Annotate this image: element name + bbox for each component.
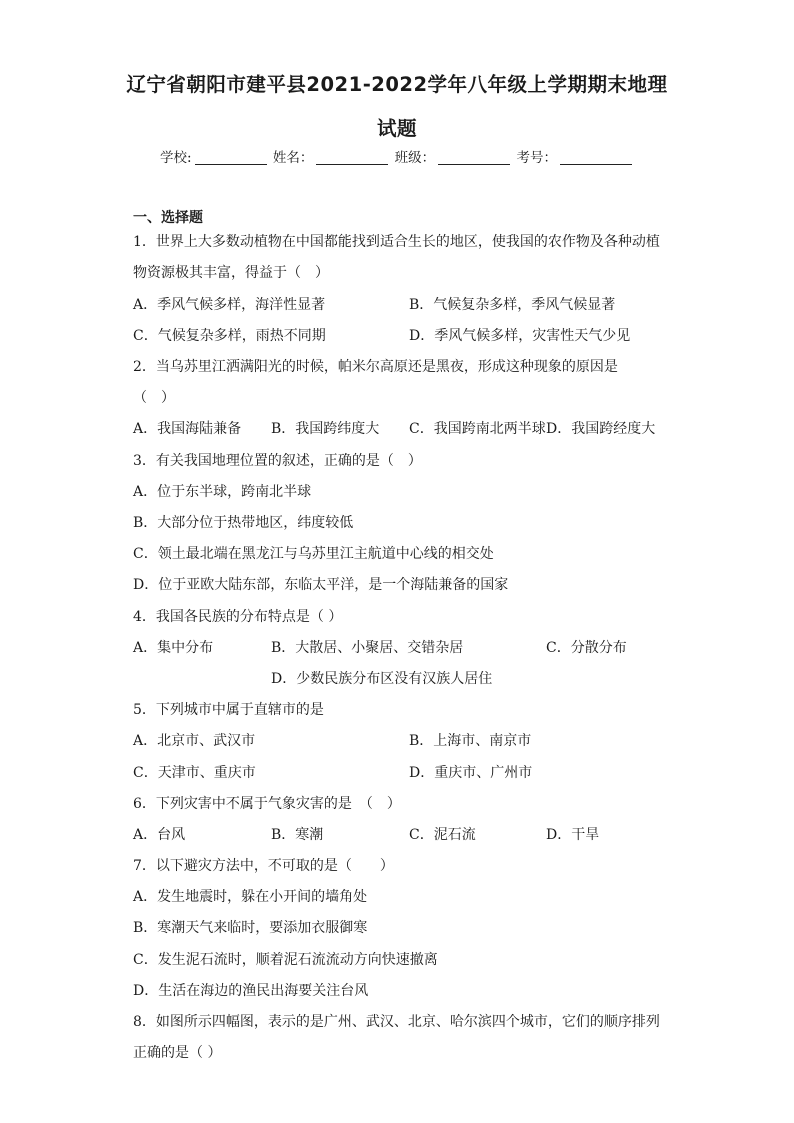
q4-option-b[interactable]: B．大散居、小聚居、交错杂居	[271, 640, 464, 656]
q6-option-a[interactable]: A．台风	[133, 827, 186, 843]
q5-option-c[interactable]: C．天津市、重庆市	[133, 765, 256, 781]
school-label: 学校:	[160, 150, 192, 166]
q3-option-c[interactable]: C．领土最北端在黑龙江与乌苏里江主航道中心线的相交处	[133, 546, 494, 562]
q4-option-c[interactable]: C．分散分布	[546, 640, 627, 656]
q1-option-c[interactable]: C．气候复杂多样，雨热不同期	[133, 328, 326, 344]
page-title: 辽宁省朝阳市建平县2021-2022学年八年级上学期期末地理	[126, 73, 668, 96]
q7-option-d[interactable]: D．生活在海边的渔民出海要关注台风	[133, 983, 369, 999]
q7-option-b[interactable]: B．寒潮天气来临时，要添加衣服御寒	[133, 920, 368, 936]
class-label: 班级：	[394, 150, 436, 166]
q2-option-b[interactable]: B．我国跨纬度大	[271, 421, 380, 437]
q7-option-c[interactable]: C．发生泥石流时，顺着泥石流流动方向快速撤离	[133, 952, 438, 968]
q4-option-d[interactable]: D．少数民族分布区没有汉族人居住	[271, 671, 493, 687]
q6-option-d[interactable]: D．干旱	[546, 827, 600, 843]
q5-option-a[interactable]: A．北京市、武汉市	[133, 733, 256, 749]
question-2-line-2: （ ）	[133, 390, 175, 406]
name-blank[interactable]	[316, 150, 388, 165]
q3-option-d[interactable]: D．位于亚欧大陆东部，东临太平洋，是一个海陆兼备的国家	[133, 577, 509, 593]
q1-option-a[interactable]: A．季风气候多样，海洋性显著	[133, 297, 326, 313]
q6-option-b[interactable]: B．寒潮	[271, 827, 324, 843]
question-6-line-1: 6．下列灾害中不属于气象灾害的是 （ ）	[133, 796, 401, 812]
q2-option-a[interactable]: A．我国海陆兼备	[133, 421, 242, 437]
q1-option-d[interactable]: D．季风气候多样，灾害性天气少见	[409, 328, 631, 344]
question-1-line-2: 物资源极其丰富，得益于（ ）	[133, 265, 329, 281]
exam-number-blank[interactable]	[560, 150, 632, 165]
question-8-line-1: 8．如图所示四幅图，表示的是广州、武汉、北京、哈尔滨四个城市，它们的顺序排列	[133, 1014, 660, 1030]
q2-option-d[interactable]: D．我国跨经度大	[546, 421, 656, 437]
q5-option-d[interactable]: D．重庆市、广州市	[409, 765, 533, 781]
q3-option-b[interactable]: B．大部分位于热带地区，纬度较低	[133, 515, 354, 531]
school-blank[interactable]	[195, 150, 267, 165]
q6-option-c[interactable]: C．泥石流	[409, 827, 476, 843]
question-3-line-1: 3．有关我国地理位置的叙述，正确的是（ ）	[133, 453, 422, 469]
q3-option-a[interactable]: A．位于东半球，跨南北半球	[133, 484, 312, 500]
student-info-row	[0, 146, 794, 166]
question-1-line-1: 1．世界上大多数动植物在中国都能找到适合生长的地区，使我国的农作物及各种动植	[133, 234, 660, 250]
q2-option-c[interactable]: C．我国跨南北两半球	[409, 421, 546, 437]
question-2-line-1: 2．当乌苏里江洒满阳光的时候，帕米尔高原还是黑夜，形成这种现象的原因是	[133, 359, 618, 375]
name-label: 姓名：	[272, 150, 314, 166]
question-5-line-1: 5．下列城市中属于直辖市的是	[133, 702, 324, 718]
q7-option-a[interactable]: A．发生地震时，躲在小开间的墙角处	[133, 889, 368, 905]
q4-option-a[interactable]: A．集中分布	[133, 640, 214, 656]
q1-option-b[interactable]: B．气候复杂多样，季风气候显著	[409, 297, 616, 313]
class-blank[interactable]	[438, 150, 510, 165]
section-heading: 一、选择题	[133, 210, 203, 226]
q5-option-b[interactable]: B．上海市、南京市	[409, 733, 532, 749]
question-8-line-2: 正确的是（ ）	[133, 1045, 222, 1061]
page-title-line2: 试题	[376, 117, 417, 140]
exam-number-label: 考号：	[516, 150, 557, 166]
question-4-line-1: 4．我国各民族的分布特点是（ ）	[133, 609, 343, 625]
question-7-line-1: 7．以下避灾方法中，不可取的是（ ）	[133, 858, 394, 874]
